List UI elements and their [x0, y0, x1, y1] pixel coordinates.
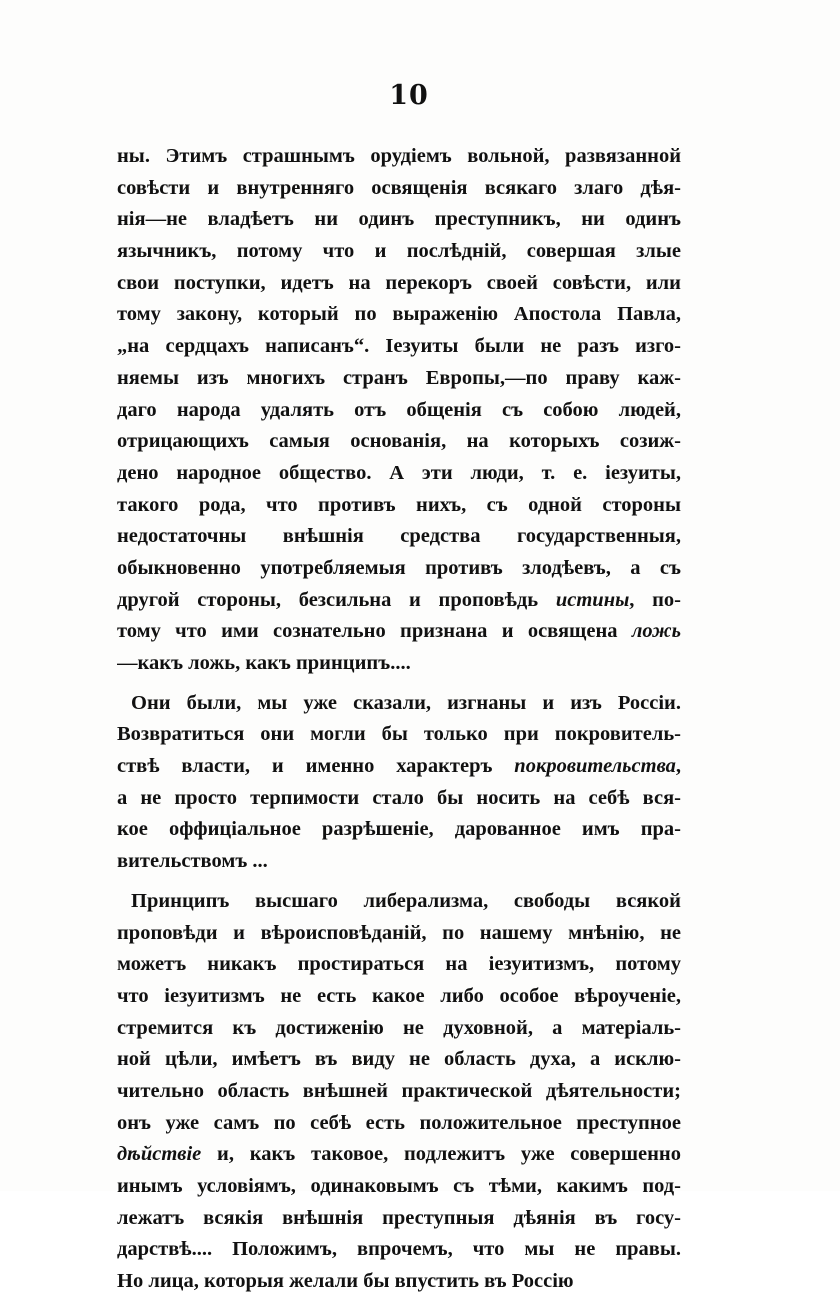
- text-line: [117, 521, 681, 553]
- text-line: [117, 1203, 681, 1235]
- text-line: [117, 331, 681, 363]
- line-text: Возвратиться они могли бы только при покровитель-: [117, 723, 681, 746]
- emphasis-text: дѣйствіе: [117, 1143, 202, 1166]
- line-text: совѣсти и внутренняго освященія всякаго злаго дѣя-: [117, 176, 681, 199]
- text-line: [117, 783, 681, 815]
- line-text: онъ уже самъ по себѣ есть положительное преступное: [117, 1111, 681, 1134]
- line-text: ны. Этимъ страшнымъ орудіемъ вольной, развязанной: [117, 145, 681, 167]
- text-line: [117, 1139, 681, 1171]
- text-line: [117, 458, 681, 490]
- text-line: [117, 236, 681, 268]
- text-line: [117, 616, 681, 648]
- text-line: [117, 395, 681, 427]
- paragraph-gap: [117, 878, 681, 886]
- emphasis-text: истины: [555, 588, 630, 611]
- text-line: [117, 173, 681, 205]
- line-text: можетъ никакъ простираться на іезуитизмъ, потому: [117, 953, 681, 976]
- text-line: [117, 1266, 681, 1298]
- line-text: лежатъ всякія внѣшнія преступныя дѣянія въ госу-: [117, 1206, 681, 1229]
- text-line: [117, 751, 681, 783]
- line-text: Принципъ высшаго либерализма, свободы всякой: [131, 889, 681, 912]
- paragraph: [117, 886, 681, 1298]
- text-line: [117, 1013, 681, 1045]
- line-text: тому закону, который по выраженію Апостола Павла,: [117, 303, 681, 326]
- body-text: [117, 141, 681, 1298]
- text-line: [117, 426, 681, 458]
- line-text: отрицающихъ самыя основанія, на которыхъ созиж-: [117, 430, 681, 453]
- line-text: и, какъ таковое, подлежитъ уже совершенно: [201, 1143, 681, 1166]
- text-line: [117, 886, 681, 918]
- line-text: свои поступки, идетъ на перекоръ своей совѣсти, или: [117, 271, 681, 294]
- line-text: ,: [675, 755, 681, 778]
- line-text: что іезуитизмъ не есть какое либо особое вѣроученіе,: [117, 984, 681, 1007]
- line-text: вительствомъ ...: [117, 850, 268, 873]
- text-line: [117, 918, 681, 950]
- line-text: ной цѣли, имѣетъ въ виду не область духа, а исклю-: [117, 1048, 681, 1071]
- paragraph: [117, 688, 681, 878]
- line-text: инымъ условіямъ, одинаковымъ съ тѣми, какимъ под-: [117, 1175, 681, 1197]
- text-line: [117, 648, 681, 680]
- line-text: язычникъ, потому что и послѣдній, совершая злые: [117, 240, 681, 263]
- page-number: 10: [389, 80, 429, 111]
- text-line: [117, 719, 681, 751]
- emphasis-text: ложь: [631, 620, 681, 643]
- line-text: чительно область внѣшней практической дѣятельности;: [117, 1079, 681, 1102]
- text-line: [117, 553, 681, 585]
- line-text: другой стороны, безсильна и проповѣдь: [117, 588, 556, 611]
- text-line: [117, 981, 681, 1013]
- line-text: дено народное общество. А эти люди, т. е. іезуиты,: [117, 461, 681, 484]
- text-line: [117, 688, 681, 720]
- text-line: [117, 846, 681, 878]
- line-text: недостаточны внѣшнія средства государственныя,: [117, 525, 681, 548]
- line-text: кое оффиціальное разрѣшеніе, дарованное имъ пра-: [117, 818, 681, 841]
- line-text: даго народа удалять отъ общенія съ собою людей,: [117, 398, 681, 421]
- text-line: [117, 299, 681, 331]
- line-text: а не просто терпимости стало бы носить на себѣ вся-: [117, 786, 681, 809]
- line-text: „на сердцахъ написанъ“. Іезуиты были не разъ изго-: [117, 335, 681, 358]
- text-line: [117, 204, 681, 236]
- line-text: —какъ ложь, какъ принципъ....: [117, 652, 411, 674]
- text-line: [117, 1076, 681, 1108]
- text-line: [117, 585, 681, 617]
- line-text: дарствѣ.... Положимъ, впрочемъ, что мы не правы.: [117, 1238, 681, 1261]
- line-text: няемы изъ многихъ странъ Европы,—по праву каж-: [117, 366, 681, 389]
- text-line: [117, 490, 681, 522]
- line-text: Но лица, которыя желали бы впустить въ Россію: [117, 1270, 574, 1293]
- line-text: обыкновенно употребляемыя противъ злодѣевъ, а съ: [117, 556, 681, 579]
- text-line: [117, 141, 681, 173]
- text-line: [117, 949, 681, 981]
- text-line: [117, 268, 681, 300]
- text-line: [117, 1171, 681, 1203]
- line-text: проповѣди и вѣроисповѣданій, по нашему мнѣнію, не: [117, 921, 681, 944]
- line-text: тому что ими сознательно признана и освящена: [117, 620, 632, 643]
- paragraph-gap: [117, 680, 681, 688]
- text-line: [117, 1234, 681, 1266]
- text-line: [117, 1108, 681, 1140]
- emphasis-text: покровительства: [514, 755, 676, 778]
- line-text: такого рода, что противъ нихъ, съ одной стороны: [117, 493, 681, 516]
- line-text: , по-: [629, 588, 681, 611]
- paragraph: [117, 141, 681, 680]
- line-text: Они были, мы уже сказали, изгнаны и изъ Россіи.: [131, 691, 681, 714]
- text-line: [117, 814, 681, 846]
- line-text: ствѣ власти, и именно характеръ: [117, 755, 515, 778]
- line-text: нія—не владѣетъ ни одинъ преступникъ, ни одинъ: [117, 208, 681, 231]
- line-text: стремится къ достиженію не духовной, а матеріаль-: [117, 1016, 681, 1039]
- text-line: [117, 1044, 681, 1076]
- text-line: [117, 363, 681, 395]
